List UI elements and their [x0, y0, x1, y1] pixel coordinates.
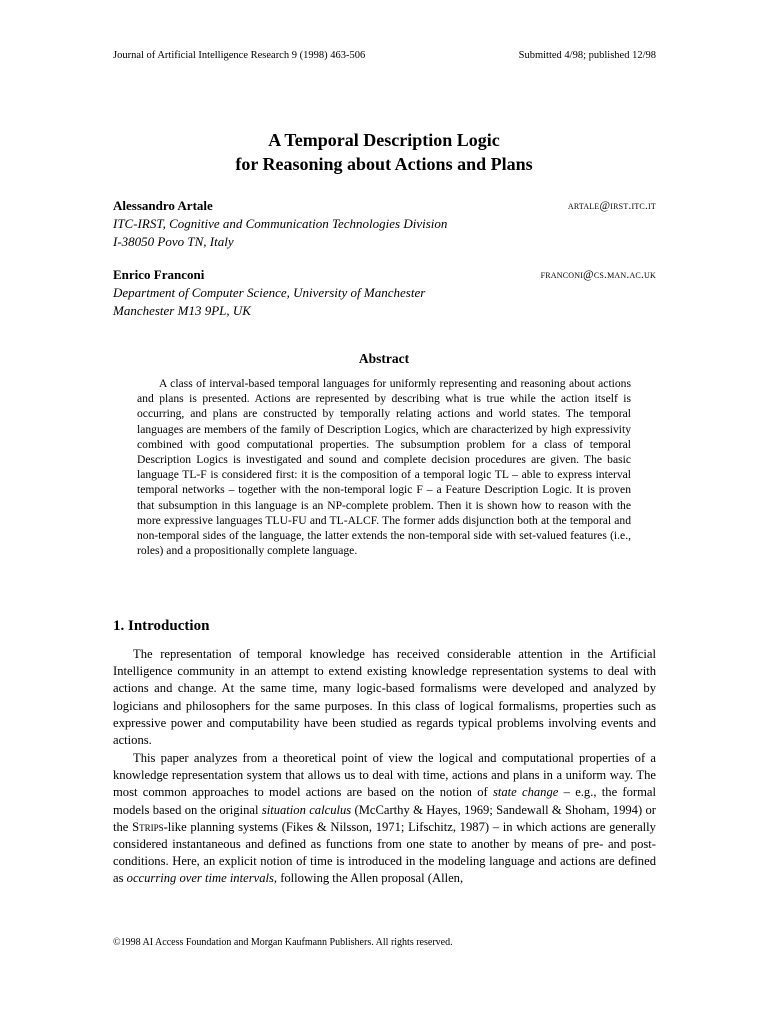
- intro-paragraph-2: [113, 750, 656, 888]
- author-email[interactable]: artale@irst.itc.it: [567, 200, 656, 212]
- text-span: – e.g., the formal models based on the original: [113, 785, 656, 817]
- text-span: This paper analyzes from a theoretical point of view the logical and computational properties of a knowledge representation system that allows us to deal with time, actions and plans in a uniform way. The most common approaches to model actions are based on the notion of: [113, 751, 656, 800]
- author-name: Enrico Franconi: [113, 267, 205, 282]
- title-line-2: for Reasoning about Actions and Plans: [235, 154, 533, 174]
- title-line-1: A Temporal Description Logic: [268, 130, 500, 150]
- text-span: -like planning systems (Fikes & Nilsson, 1971; Lifschitz, 1987) – in which actions are generally considered instantaneous and defined as functions from one state to another by means of pre- and post-conditions. Here, an explicit notion of time is introduced in the modeling language and actions are defined as: [113, 819, 656, 886]
- emphasis: occurring over time intervals: [126, 871, 274, 886]
- running-header: [113, 50, 656, 61]
- author-name: Alessandro Artale: [113, 198, 213, 213]
- journal-citation: Journal of Artificial Intelligence Research 9 (1998) 463-506: [113, 50, 366, 61]
- author-block-1: [113, 197, 656, 251]
- emphasis: state change: [492, 785, 559, 800]
- author-affiliation: ITC-IRST, Cognitive and Communication Technologies Division: [113, 216, 448, 231]
- emphasis: situation calculus: [261, 802, 352, 817]
- abstract-heading: Abstract: [358, 351, 410, 366]
- intro-paragraph-1: The representation of temporal knowledge has received considerable attention in the Artificial Intelligence community in an attempt to extend existing knowledge representation systems to deal with actions and change. At the same time, many logic-based formalisms were developed and analyzed by logicians and philosophers for the same purposes. In this class of logical formalisms, properties such as expressive power and computability have been studied as regards typical problems involving events and actions.: [113, 647, 656, 748]
- author-block-2: [113, 266, 656, 320]
- author-address: Manchester M13 9PL, UK: [113, 303, 251, 318]
- small-caps-term: Strips: [132, 819, 164, 834]
- paper-title: [0, 128, 768, 176]
- author-affiliation: Department of Computer Science, University of Manchester: [113, 285, 426, 300]
- section-heading: 1. Introduction: [113, 618, 210, 634]
- author-email[interactable]: franconi@cs.man.ac.uk: [540, 269, 656, 281]
- text-span: (McCarthy & Hayes, 1969; Sandewall & Shoham, 1994) or the: [113, 802, 656, 834]
- text-span: , following the Allen proposal (Allen,: [273, 871, 464, 886]
- submission-dates: Submitted 4/98; published 12/98: [518, 50, 656, 61]
- abstract-text: A class of interval-based temporal languages for uniformly representing and reasoning about actions and plans is presented. Actions are represented by describing what is true while the action itself is occurring, and plans are constructed by temporally relating actions and world states. The temporal languages are members of the family of Description Logics, which are characterized by high expressivity combined with good computational properties. The subsumption problem for a class of temporal Description Logics is investigated and sound and complete decision procedures are given. The basic language TL-F is considered first: it is the composition of a temporal logic TL – able to express interval temporal networks – together with the non-temporal logic F – a Feature Description Logic. It is proven that subsumption in this language is an NP-complete problem. Then it is shown how to reason with the more expressive languages TLU-FU and TL-ALCF. The former adds disjunction both at the temporal and non-temporal sides of the language, the latter extends the non-temporal side with set-valued features (i.e., roles) and a propositionally complete language.: [137, 377, 631, 558]
- author-address: I-38050 Povo TN, Italy: [113, 234, 234, 249]
- copyright-footer: ©1998 AI Access Foundation and Morgan Kaufmann Publishers. All rights reserved.: [113, 937, 453, 948]
